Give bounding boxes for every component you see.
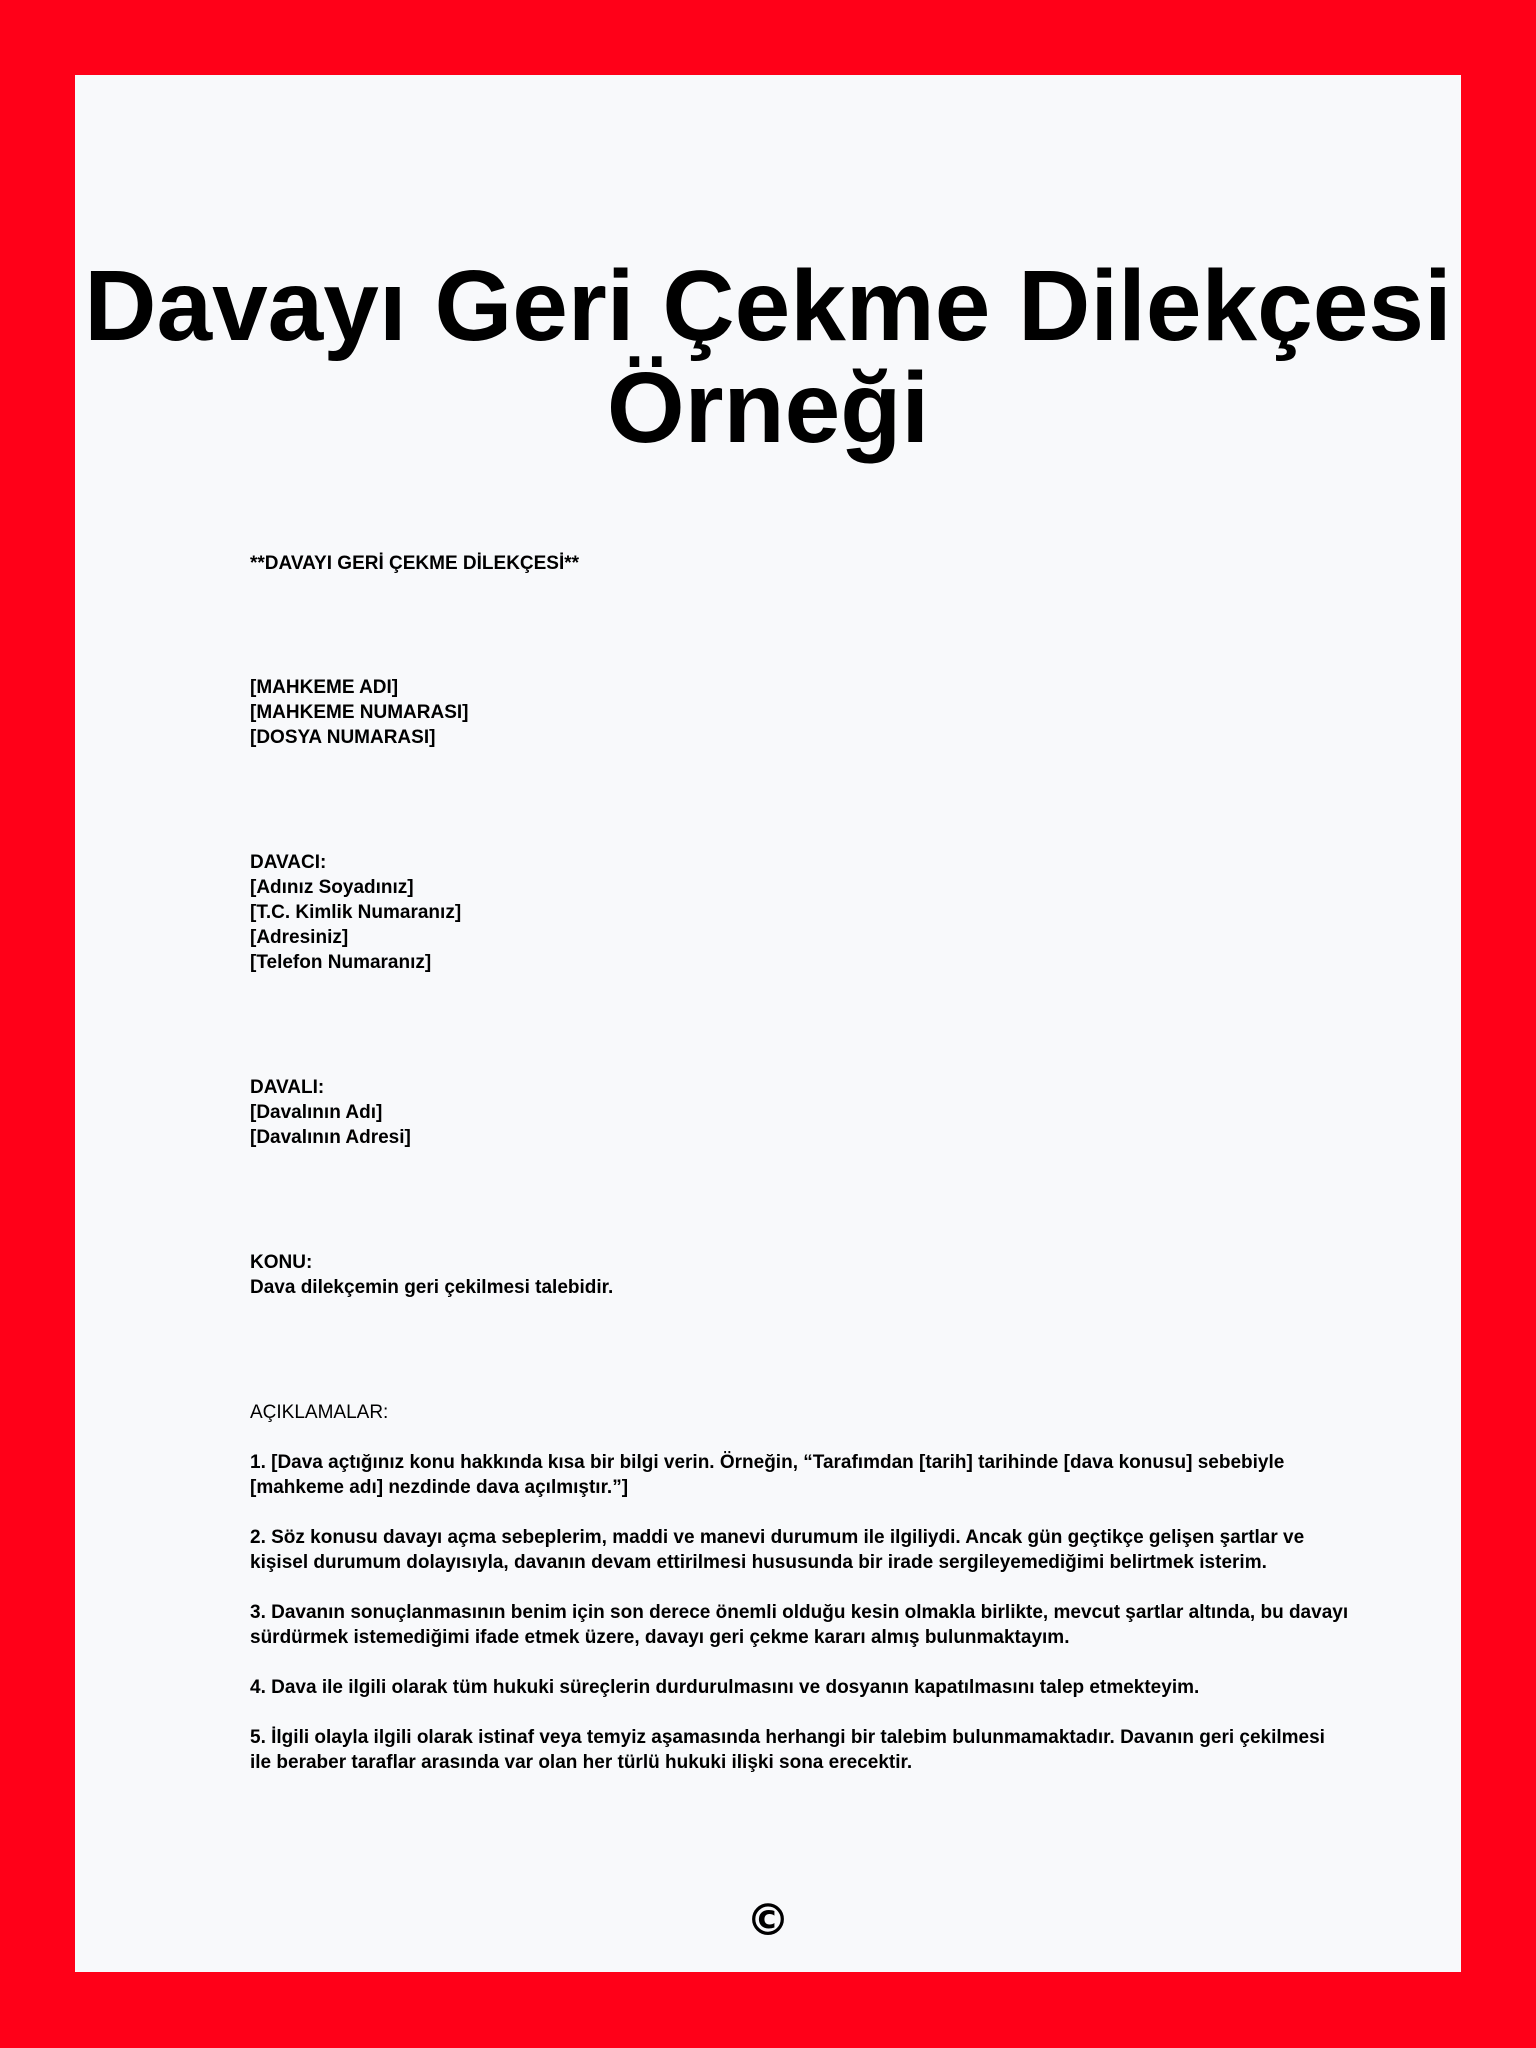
document-title	[75, 250, 1461, 464]
court-number: [MAHKEME NUMARASI]	[250, 702, 469, 723]
explanation-item-4: 4. Dava ile ilgili olarak tüm hukuki süreçlerin durdurulmasını ve dosyanın kapatılmasını talep etmekteyim.	[250, 1677, 1200, 1698]
subject-block	[250, 1250, 1350, 1300]
copyright-icon: ©	[746, 1895, 790, 1946]
court-block	[250, 675, 1350, 750]
subject-text: Dava dilekçemin geri çekilmesi talebidir.	[250, 1277, 614, 1298]
plaintiff-name: [Adınız Soyadınız]	[250, 877, 414, 898]
defendant-address: [Davalının Adresi]	[250, 1127, 411, 1148]
explanation-item-5: 5. İlgili olayla ilgili olarak istinaf veya temyiz aşamasında herhangi bir talebim bulunmamaktadır. Davanın geri çekilmesi ile beraber taraflar arasında var olan her türlü hukuki ilişki sona erecektir.	[250, 1727, 1325, 1773]
explanation-item-2: 2. Söz konusu davayı açma sebeplerim, maddi ve manevi durumum ile ilgiliydi. Ancak gün geçtikçe gelişen şartlar ve kişisel durumum dolayısıyla, davanın devam ettirilmesi hususunda bir irade sergileyemediğimi belirtmek isterim.	[250, 1527, 1305, 1573]
explanations-block	[250, 1400, 1350, 1775]
explanations-label: AÇIKLAMALAR:	[250, 1402, 389, 1423]
defendant-label: DAVALI:	[250, 1077, 325, 1098]
petition-heading-text: **DAVAYI GERİ ÇEKME DİLEKÇESİ**	[250, 553, 580, 574]
document-title-line-1: Davayı Geri Çekme Dilekçesi	[84, 250, 1452, 362]
document-page	[75, 75, 1461, 1972]
petition-heading	[250, 551, 1350, 576]
document-title-line-2: Örneği	[606, 352, 930, 464]
plaintiff-block	[250, 850, 1350, 975]
explanation-item-3: 3. Davanın sonuçlanmasının benim için son derece önemli olduğu kesin olmakla birlikte, mevcut şartlar altında, bu davayı sürdürmek istemediğimi ifade etmek üzere, davayı geri çekme kararı almış bulunmaktayım.	[250, 1602, 1349, 1648]
plaintiff-label: DAVACI:	[250, 852, 327, 873]
explanation-item-1: 1. [Dava açtığınız konu hakkında kısa bir bilgi verin. Örneğin, “Tarafımdan [tarih] tarihinde [dava konusu] sebebiyle [mahkeme adı] nezdinde dava açılmıştır.”]	[250, 1452, 1285, 1498]
court-name: [MAHKEME ADI]	[250, 677, 399, 698]
plaintiff-address: [Adresiniz]	[250, 927, 349, 948]
subject-label: KONU:	[250, 1252, 313, 1273]
plaintiff-phone: [Telefon Numaranız]	[250, 952, 432, 973]
defendant-name: [Davalının Adı]	[250, 1102, 383, 1123]
defendant-block	[250, 1075, 1350, 1150]
plaintiff-id-number: [T.C. Kimlik Numaranız]	[250, 902, 462, 923]
file-number: [DOSYA NUMARASI]	[250, 727, 436, 748]
